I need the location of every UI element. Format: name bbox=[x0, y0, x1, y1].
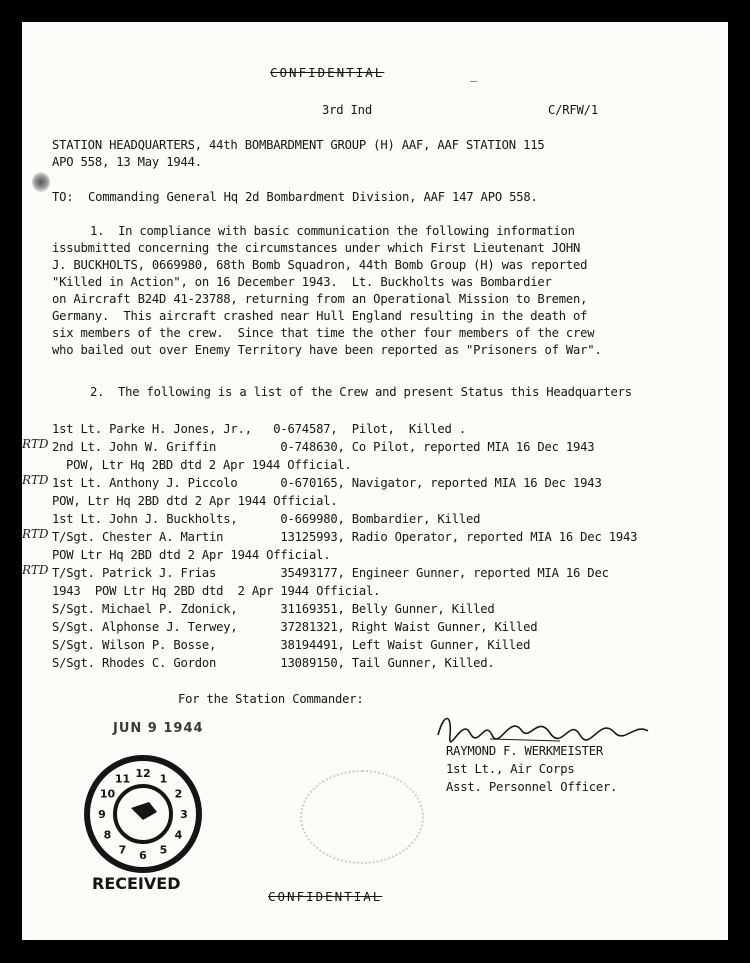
margin-mark: RTD bbox=[22, 563, 49, 577]
for-station-commander: For the Station Commander: bbox=[178, 692, 364, 706]
received-clock-stamp bbox=[83, 754, 203, 874]
crew-line: S/Sgt. Wilson P. Bosse, 38194491, Left Waist Gunner, Killed bbox=[52, 638, 531, 652]
crew-line: 2nd Lt. John W. Griffin 0-748630, Co Pilot, reported MIA 16 Dec 1943 bbox=[52, 440, 595, 454]
file-reference: C/RFW/1 bbox=[548, 103, 598, 117]
signer-title: Asst. Personnel Officer. bbox=[446, 780, 618, 794]
clock-number: 7 bbox=[118, 843, 127, 857]
clock-number: 6 bbox=[139, 849, 147, 862]
punch-hole bbox=[32, 172, 50, 192]
signer-name: RAYMOND F. WERKMEISTER bbox=[446, 744, 604, 758]
crew-line: 1st Lt. Parke H. Jones, Jr., 0-674587, Pilot, Killed . bbox=[52, 422, 466, 436]
margin-mark: RTD bbox=[22, 527, 49, 541]
paragraph1-line: In compliance with basic communication the following information bbox=[118, 224, 575, 238]
clock-number: 3 bbox=[180, 808, 188, 821]
crew-line: S/Sgt. Rhodes C. Gordon 13089150, Tail Gunner, Killed. bbox=[52, 656, 495, 670]
crew-line: T/Sgt. Chester A. Martin 13125993, Radio Operator, reported MIA 16 Dec 1943 bbox=[52, 530, 638, 544]
crew-line: S/Sgt. Alphonse J. Terwey, 37281321, Right Waist Gunner, Killed bbox=[52, 620, 538, 634]
paragraph1-line: issubmitted concerning the circumstances under which First Lieutenant JOHN bbox=[52, 241, 581, 255]
crew-line: 1943 POW Ltr Hq 2BD dtd 2 Apr 1944 Official. bbox=[52, 584, 381, 598]
crew-line: S/Sgt. Michael P. Zdonick, 31169351, Belly Gunner, Killed bbox=[52, 602, 495, 616]
crew-line: 1st Lt. John J. Buckholts, 0-669980, Bombardier, Killed bbox=[52, 512, 481, 526]
paragraph1-line: Germany. This aircraft crashed near Hull England resulting in the death of bbox=[52, 309, 588, 323]
crew-line: POW, Ltr Hq 2BD dtd 2 Apr 1944 Official. bbox=[52, 494, 338, 508]
signer-rank: 1st Lt., Air Corps bbox=[446, 762, 575, 776]
from-line-1: STATION HEADQUARTERS, 44th BOMBARDMENT GROUP (H) AAF, AAF STATION 115 bbox=[52, 138, 545, 152]
crew-line: POW, Ltr Hq 2BD dtd 2 Apr 1944 Official. bbox=[66, 458, 352, 472]
paragraph1-line: "Killed in Action", on 16 December 1943. Lt. Buckholts was Bombardier bbox=[52, 275, 552, 289]
clock-number: 11 bbox=[114, 772, 131, 786]
clock-number: 1 bbox=[159, 772, 168, 786]
margin-mark: RTD bbox=[22, 473, 49, 487]
clock-number: 9 bbox=[98, 808, 106, 821]
clock-number: 10 bbox=[99, 787, 116, 801]
clock-number: 8 bbox=[103, 828, 112, 842]
to-text: Commanding General Hq 2d Bombardment Division, AAF 147 APO 558. bbox=[88, 190, 538, 204]
to-label: TO: bbox=[52, 190, 74, 204]
classification-bottom: CONFIDENTIAL bbox=[268, 889, 383, 904]
crew-line: 1st Lt. Anthony J. Piccolo 0-670165, Navigator, reported MIA 16 Dec 1943 bbox=[52, 476, 602, 490]
faint-stamp bbox=[300, 770, 424, 864]
paragraph2-text: The following is a list of the Crew and present Status this Headquarters bbox=[118, 385, 632, 399]
indorsement: 3rd Ind bbox=[322, 103, 372, 117]
crew-line: T/Sgt. Patrick J. Frias 35493177, Engineer Gunner, reported MIA 16 Dec bbox=[52, 566, 609, 580]
clock-number: 4 bbox=[174, 828, 183, 842]
date-stamp: JUN 9 1944 bbox=[113, 721, 204, 736]
paragraph2-number: 2. bbox=[90, 385, 105, 399]
paragraph1-line: who bailed out over Enemy Territory have been reported as "Prisoners of War". bbox=[52, 343, 602, 357]
paragraph1-line: six members of the crew. Since that time the other four members of the crew bbox=[52, 326, 595, 340]
classification-top: CONFIDENTIAL bbox=[270, 65, 385, 80]
from-line-2: APO 558, 13 May 1944. bbox=[52, 155, 202, 169]
paragraph1-number: 1. bbox=[90, 224, 105, 238]
classification-underline: _ bbox=[470, 68, 478, 82]
margin-mark: RTD bbox=[22, 437, 49, 451]
crew-line: POW Ltr Hq 2BD dtd 2 Apr 1944 Official. bbox=[52, 548, 331, 562]
clock-number: 5 bbox=[159, 843, 168, 857]
paragraph1-line: on Aircraft B24D 41-23788, returning from an Operational Mission to Bremen, bbox=[52, 292, 588, 306]
received-label: RECEIVED bbox=[92, 874, 181, 893]
clock-number: 12 bbox=[135, 767, 151, 780]
paragraph1-line: J. BUCKHOLTS, 0669980, 68th Bomb Squadron, 44th Bomb Group (H) was reported bbox=[52, 258, 588, 272]
clock-number: 2 bbox=[174, 787, 183, 801]
